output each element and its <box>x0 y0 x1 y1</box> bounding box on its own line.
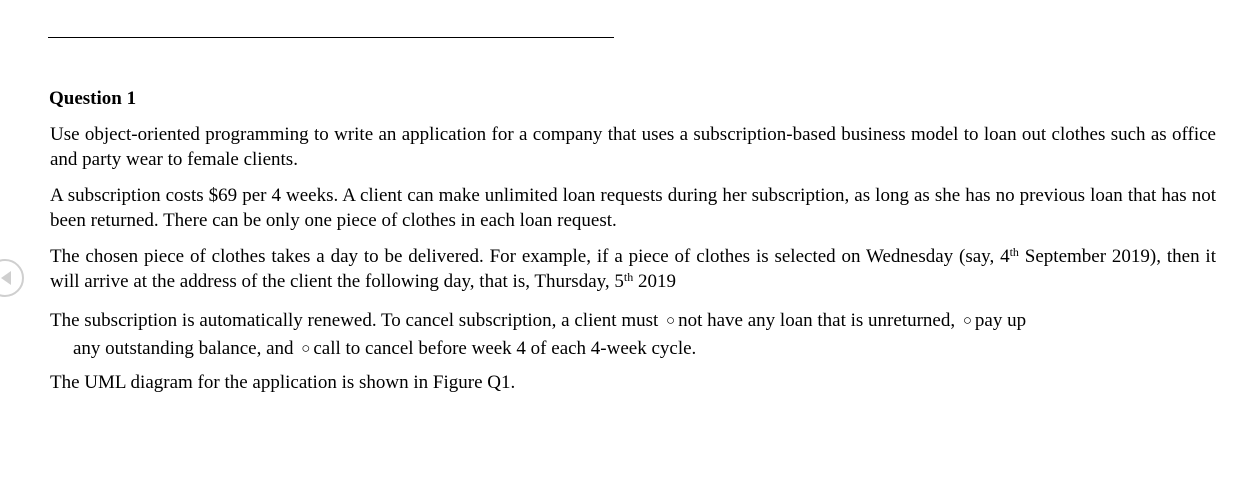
cancel-condition-2b: any outstanding balance, and <box>73 338 294 359</box>
delivery-text-b: September 2019), then it will arrive at the address of the client the following day, that is, Thursday, 5 <box>50 246 1216 292</box>
delivery-text-a: The chosen piece of clothes takes a day to be delivered. For example, if a piece of clothes is selected on Wednesday (say, 4 <box>50 246 1010 267</box>
bullet-icon: ○ <box>666 313 676 329</box>
paragraph-uml-reference: The UML diagram for the application is shown in Figure Q1. <box>50 372 516 393</box>
cancel-condition-2a: pay up <box>974 310 1027 331</box>
question-heading: Question 1 <box>49 88 137 109</box>
cancel-condition-3: call to cancel before week 4 of each 4-week cycle. <box>313 338 697 359</box>
ordinal-suffix: th <box>623 270 634 284</box>
bullet-icon: ○ <box>962 313 972 329</box>
previous-page-button[interactable] <box>0 259 24 297</box>
paragraph-subscription: A subscription costs $69 per 4 weeks. A client can make unlimited loan requests during her subscription, as long as she has no previous loan that has not been returned. There can be only one piece of clothes in each loan request. <box>50 185 1216 231</box>
paragraph-cancellation <box>50 307 1160 363</box>
delivery-text-c: 2019 <box>633 271 676 292</box>
paragraph-intro: Use object-oriented programming to write an application for a company that uses a subscription-based business model to loan out clothes such as office and party wear to female clients. <box>50 124 1216 170</box>
paragraph-delivery <box>50 244 1216 294</box>
cancellation-intro: The subscription is automatically renewed. To cancel subscription, a client must <box>50 310 659 331</box>
cancel-condition-1: not have any loan that is unreturned, <box>678 310 956 331</box>
bullet-icon: ○ <box>301 341 311 357</box>
horizontal-rule <box>48 37 614 38</box>
ordinal-suffix: th <box>1009 245 1019 259</box>
chevron-left-icon <box>0 270 12 286</box>
